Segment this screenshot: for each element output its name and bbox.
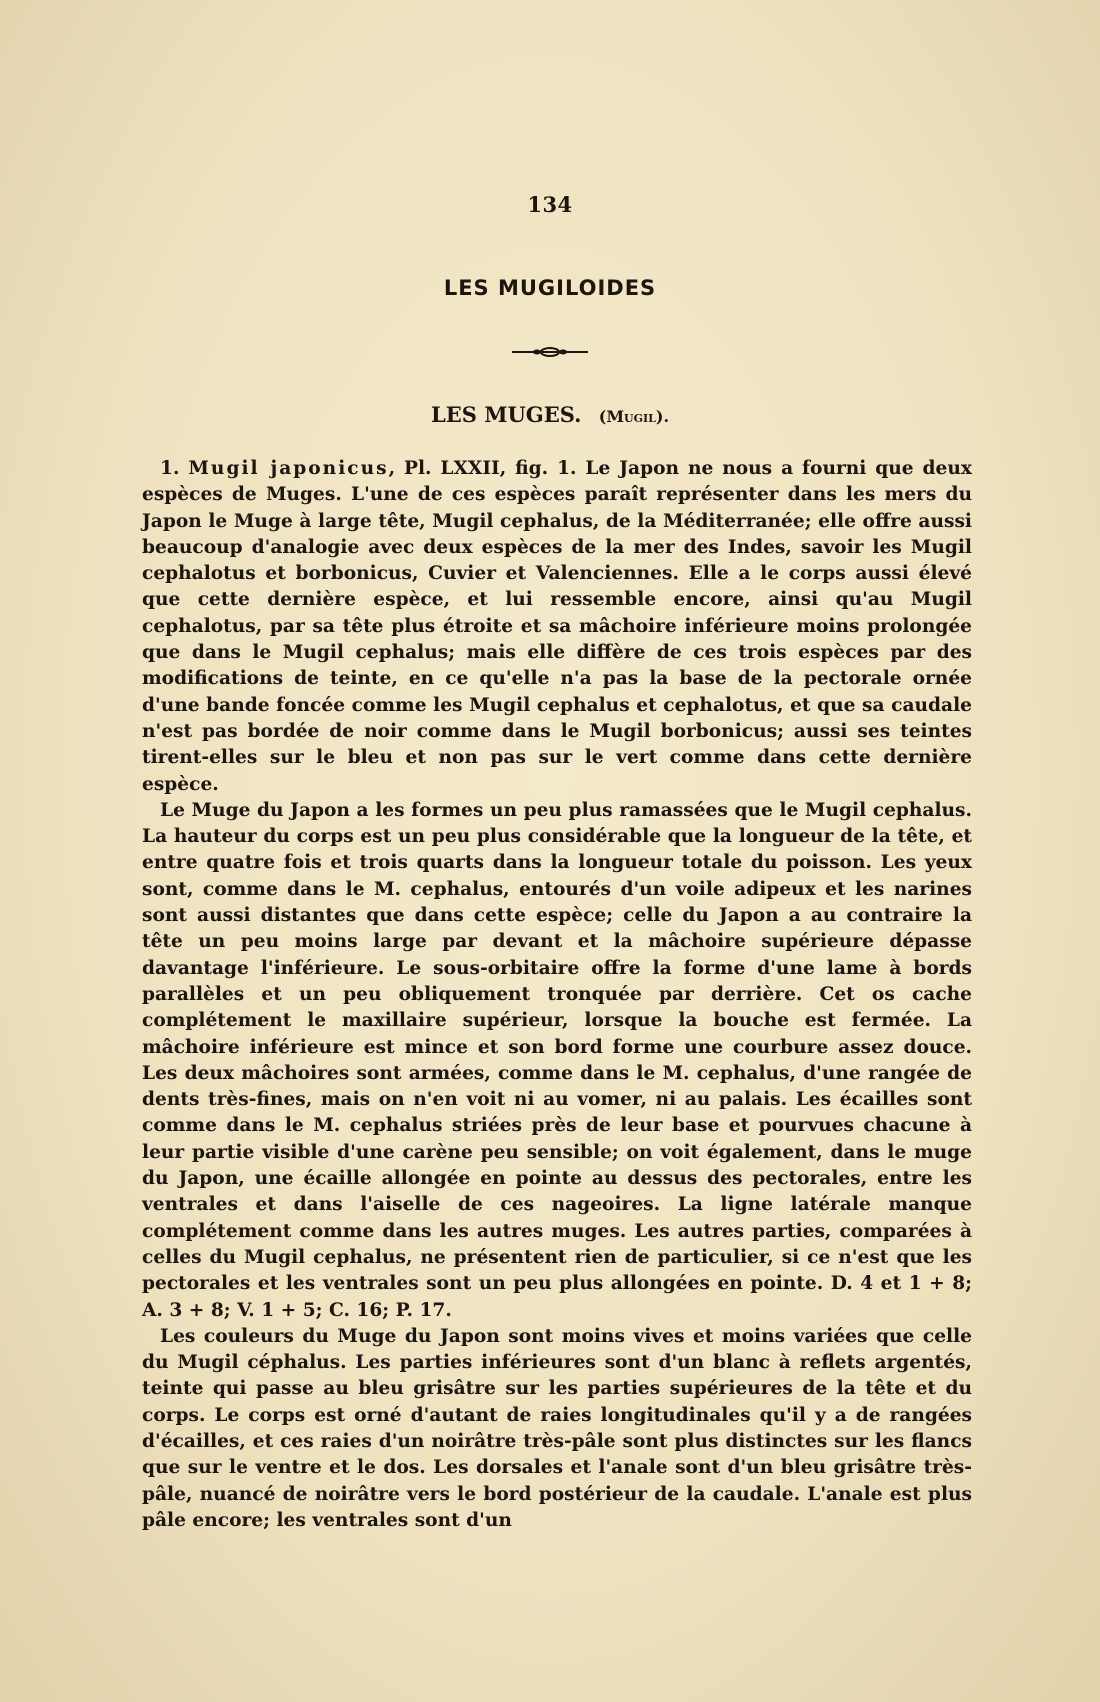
species-name: Mugil japonicus [188, 458, 389, 479]
body-text [142, 456, 972, 1534]
ornament-divider-icon [510, 345, 590, 359]
section-title: LES MUGILOIDES [443, 276, 657, 300]
subheading-genus: (Mugil). [598, 407, 670, 426]
page-number: 134 [527, 192, 573, 217]
paragraph-3: Les couleurs du Muge du Japon sont moins vives et moins variées que celle du Mugil céphalus. Les parties inférieures sont d'un blanc à reflets argentés, teinte qui passe au bleu grisâtre sur les parties supérieures de la tête et du corps. Le corps est orné d'autant de raies longitudinales qu'il y a de rangées d'écailles, et ces raies d'un noirâtre très-pâle sont plus distinctes sur les flancs que sur le ventre et le dos. Les dorsales et l'anale sont d'un bleu grisâtre très-pâle, nuancé de noirâtre vers le bord postérieur de la caudale. L'anale est plus pâle encore; les ventrales sont d'un [142, 1325, 972, 1531]
paragraph-1-text: , Pl. LXXII, fig. 1. Le Japon ne nous a fourni que deux espèces de Muges. L'une de ces espèces paraît représenter dans les mers du Japon le Muge à large tête, Mugil cephalus, de la Méditerranée; elle offre aussi beaucoup d'analogie avec deux espèces de la mer des Indes, savoir les Mugil cephalotus et borbonicus, Cuvier et Valenciennes. Elle a le corps aussi élevé que cette dernière espèce, et lui ressemble encore, ainsi qu'au Mugil cephalotus, par sa tête plus étroite et sa mâchoire inférieure moins prolongée que dans le Mugil cephalus; mais elle diffère de ces trois espèces par des modifications de teinte, en ce qu'elle n'a pas la base de la pectorale ornée d'une bande foncée comme les Mugil cephalus et cephalotus, et que sa caudale n'est pas bordée de noir comme dans le Mugil borbonicus; aussi ses teintes tirent-elles sur le bleu et non pas sur le vert comme dans cette dernière espèce. [142, 458, 972, 795]
paragraph-2: Le Muge du Japon a les formes un peu plus ramassées que le Mugil cephalus. La hauteur du corps est un peu plus considérable que la longueur de la tête, et entre quatre fois et trois quarts dans la longueur totale du poisson. Les yeux sont, comme dans le M. cephalus, entourés d'un voile adipeux et les narines sont aussi distantes que dans cette espèce; celle du Japon a au contraire la tête un peu moins large par devant et la mâchoire supérieure dépasse davantage l'inférieure. Le sous-orbitaire offre la forme d'une lame à bords parallèles et un peu obliquement tronquée par derrière. Cet os cache complétement le maxillaire supérieur, lorsque la bouche est fermée. La mâchoire inférieure est mince et son bord forme une courbure assez douce. Les deux mâchoires sont armées, comme dans le M. cephalus, d'une rangée de dents très-fines, mais on n'en voit ni au vomer, ni au palais. Les écailles sont comme dans le M. cephalus striées près de leur base et pourvues chacune à leur partie visible d'une carène peu sensible; on voit également, dans le muge du Japon, une écaille allongée en pointe au dessus des pectorales, entre les ventrales et dans l'aiselle de ces nageoires. La ligne latérale manque complétement comme dans les autres muges. Les autres parties, comparées à celles du Mugil cephalus, ne présentent rien de particulier, si ce n'est que les pectorales et les ventrales sont un peu plus allongées en pointe. D. 4 et 1 + 8; A. 3 + 8; V. 1 + 5; C. 16; P. 17. [142, 799, 972, 1321]
paragraph-1-lead: 1. [160, 458, 189, 479]
subheading-title: LES MUGES. [430, 402, 582, 427]
paragraph-1 [142, 456, 972, 798]
subheading [0, 402, 1100, 427]
